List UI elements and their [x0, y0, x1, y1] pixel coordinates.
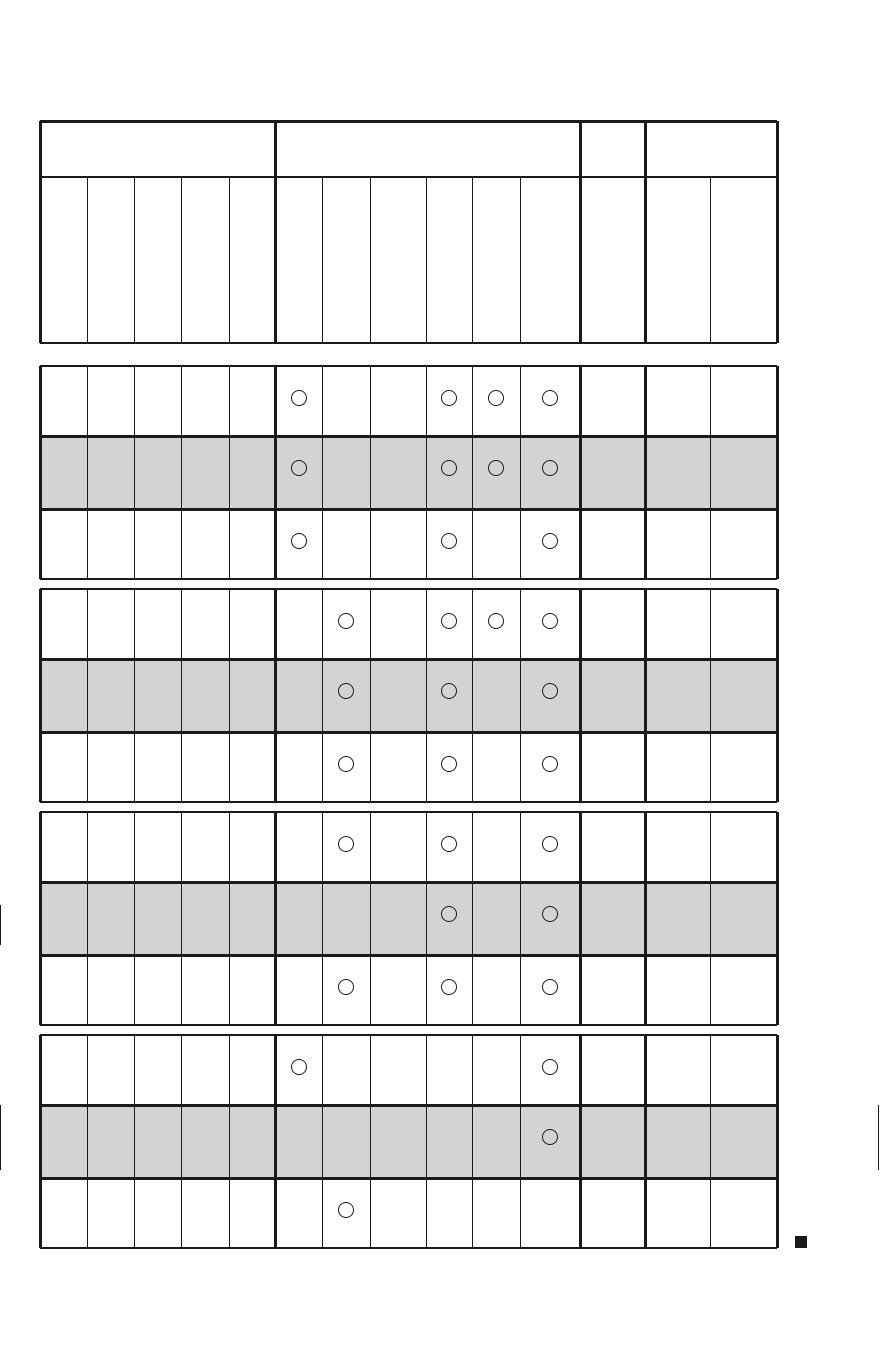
column-rule [322, 589, 323, 802]
column-rule-thick [39, 366, 42, 579]
circle-mark-icon [542, 613, 558, 629]
header-column-divider [710, 177, 711, 343]
column-rule-thick [39, 589, 42, 802]
header-group-divider [644, 121, 647, 343]
block-top-rule [40, 1034, 777, 1036]
column-rule [322, 366, 323, 579]
column-rule [426, 1035, 427, 1248]
column-rule [134, 812, 135, 1025]
header-bottom-rule [40, 342, 777, 344]
column-rule [181, 589, 182, 802]
circle-mark-icon [542, 1129, 558, 1145]
circle-mark-icon [542, 756, 558, 772]
header-top-rule [40, 120, 777, 123]
row-rule [40, 881, 777, 884]
circle-mark-icon [542, 683, 558, 699]
column-rule [710, 366, 711, 579]
shaded-row-background [40, 436, 777, 509]
shaded-row-background [40, 659, 777, 732]
column-rule [87, 366, 88, 579]
circle-mark-icon [338, 1202, 354, 1218]
column-rule [229, 1035, 230, 1248]
row-rule [40, 1177, 777, 1180]
row-rule [40, 435, 777, 438]
column-rule [181, 812, 182, 1025]
column-rule [370, 366, 371, 579]
block-top-rule [40, 588, 777, 590]
shaded-row-background [40, 882, 777, 955]
block-top-rule [40, 811, 777, 813]
circle-mark-icon [338, 683, 354, 699]
circle-mark-icon [441, 533, 457, 549]
header-column-divider [87, 177, 88, 343]
column-rule-thick [776, 366, 779, 579]
circle-mark-icon [338, 979, 354, 995]
circle-mark-icon [441, 460, 457, 476]
circle-mark-icon [542, 906, 558, 922]
circle-mark-icon [441, 683, 457, 699]
column-rule-thick [579, 366, 582, 579]
column-rule [134, 589, 135, 802]
column-rule-thick [274, 1035, 277, 1248]
header-group-divider [274, 121, 277, 343]
column-rule-thick [644, 366, 647, 579]
page-edge-tick [0, 1105, 1, 1170]
row-rule [40, 1104, 777, 1107]
circle-mark-icon [291, 460, 307, 476]
header-group-divider [776, 121, 779, 343]
column-rule-thick [644, 812, 647, 1025]
header-mid-rule [40, 176, 777, 178]
column-rule [87, 589, 88, 802]
header-column-divider [322, 177, 323, 343]
column-rule [370, 812, 371, 1025]
page-edge-tick [0, 905, 1, 945]
circle-mark-icon [488, 613, 504, 629]
circle-mark-icon [441, 613, 457, 629]
column-rule-thick [776, 812, 779, 1025]
circle-mark-icon [542, 979, 558, 995]
column-rule [229, 812, 230, 1025]
header-column-divider [134, 177, 135, 343]
block-bottom-rule [40, 801, 777, 803]
column-rule [322, 1035, 323, 1248]
column-rule [181, 1035, 182, 1248]
circle-mark-icon [542, 1059, 558, 1075]
block-bottom-rule [40, 578, 777, 580]
column-rule [87, 1035, 88, 1248]
header-column-divider [520, 177, 521, 343]
page-edge-tick [878, 1105, 879, 1170]
circle-mark-icon [338, 613, 354, 629]
header-column-divider [181, 177, 182, 343]
circle-mark-icon [542, 533, 558, 549]
header-column-divider [370, 177, 371, 343]
circle-mark-icon [441, 836, 457, 852]
header-group-divider [579, 121, 582, 343]
column-rule-thick [579, 1035, 582, 1248]
circle-mark-icon [291, 390, 307, 406]
column-rule-thick [39, 812, 42, 1025]
column-rule [229, 366, 230, 579]
column-rule [134, 1035, 135, 1248]
shaded-row-background [40, 1105, 777, 1178]
column-rule-thick [579, 812, 582, 1025]
column-rule [370, 589, 371, 802]
column-rule [472, 366, 473, 579]
block-top-rule [40, 365, 777, 367]
circle-mark-icon [291, 533, 307, 549]
column-rule [520, 366, 521, 579]
column-rule [322, 812, 323, 1025]
header-column-divider [472, 177, 473, 343]
end-of-section-square-icon [795, 1236, 807, 1248]
column-rule [710, 589, 711, 802]
circle-mark-icon [488, 460, 504, 476]
column-rule-thick [579, 589, 582, 802]
column-rule [472, 1035, 473, 1248]
column-rule [426, 366, 427, 579]
column-rule-thick [39, 1035, 42, 1248]
circle-mark-icon [542, 836, 558, 852]
column-rule [710, 1035, 711, 1248]
circle-mark-icon [441, 390, 457, 406]
row-rule [40, 508, 777, 511]
row-rule [40, 731, 777, 734]
block-bottom-rule [40, 1024, 777, 1026]
circle-mark-icon [542, 390, 558, 406]
circle-mark-icon [338, 756, 354, 772]
column-rule-thick [274, 366, 277, 579]
column-rule [710, 812, 711, 1025]
column-rule [370, 1035, 371, 1248]
header-column-divider [229, 177, 230, 343]
circle-mark-icon [441, 979, 457, 995]
column-rule [229, 589, 230, 802]
column-rule-thick [644, 589, 647, 802]
column-rule-thick [274, 589, 277, 802]
column-rule [426, 812, 427, 1025]
column-rule-thick [274, 812, 277, 1025]
circle-mark-icon [441, 906, 457, 922]
column-rule-thick [644, 1035, 647, 1248]
column-rule [520, 812, 521, 1025]
circle-mark-icon [542, 460, 558, 476]
column-rule [87, 812, 88, 1025]
row-rule [40, 658, 777, 661]
circle-mark-icon [291, 1059, 307, 1075]
circle-mark-icon [441, 756, 457, 772]
column-rule-thick [776, 589, 779, 802]
column-rule [181, 366, 182, 579]
row-rule [40, 954, 777, 957]
circle-mark-icon [488, 390, 504, 406]
column-rule [520, 1035, 521, 1248]
block-bottom-rule [40, 1247, 777, 1249]
column-rule [426, 589, 427, 802]
column-rule [472, 812, 473, 1025]
column-rule [520, 589, 521, 802]
header-group-divider [39, 121, 42, 343]
column-rule-thick [776, 1035, 779, 1248]
header-column-divider [426, 177, 427, 343]
circle-mark-icon [338, 836, 354, 852]
column-rule [472, 589, 473, 802]
column-rule [134, 366, 135, 579]
